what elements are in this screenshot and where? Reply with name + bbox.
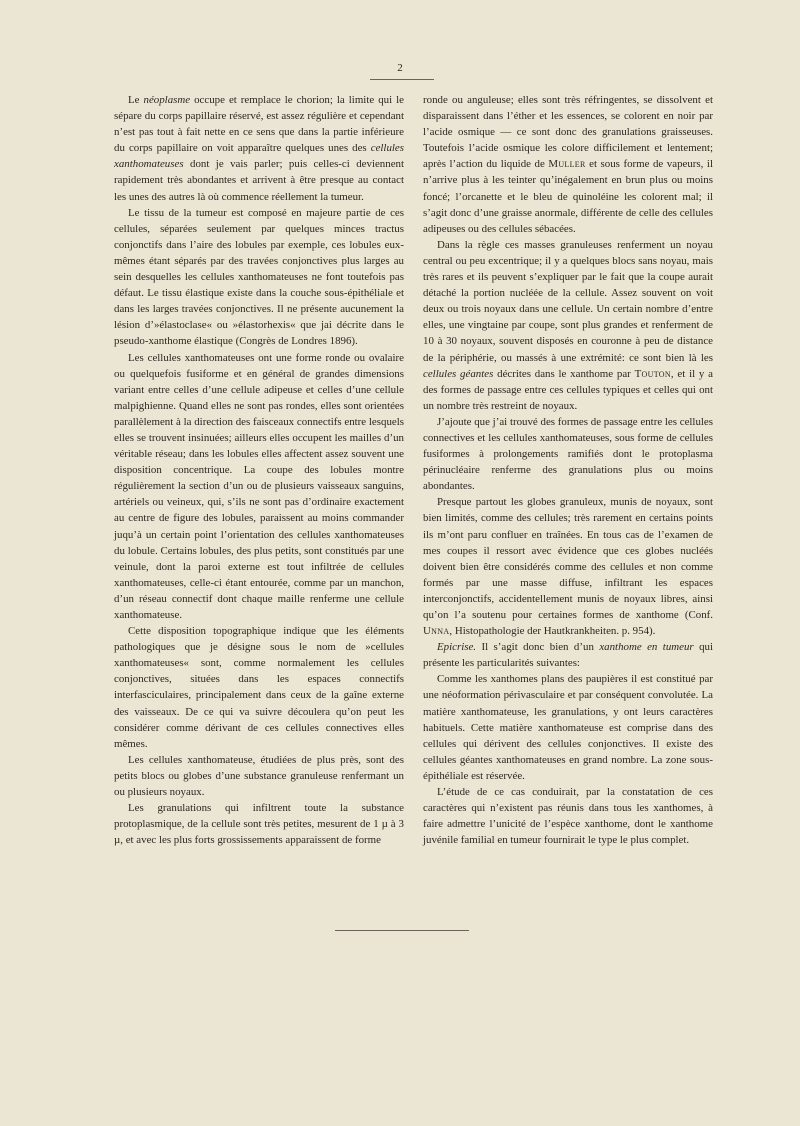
author-name: Unna bbox=[423, 625, 450, 638]
right-paragraph-6: Comme les xanthomes plans des paupières il est constitué par une néoformation périvasculaire et par conséquent convolutée. La matière xanthomateuse, les granulations, y ont leurs caractères habituels. Cette matière xanthomateuse est comprise dans des cellules qui dérivent des cellules conjonctives. Il existe des cellules géantes xanthomateuses en grand nombre. La zone sous-épithéliale est réservée. bbox=[423, 673, 713, 782]
page-number: 2 bbox=[397, 62, 403, 74]
right-paragraph-5 bbox=[423, 639, 713, 671]
text-run: Le bbox=[128, 94, 144, 106]
text-run: Dans la règle ces masses granuleuses renferment un noyau central ou peu excentrique; il y a quelques blocs sans noyau, mais très rares et ils peuvent s’expliquer par le fait que la coupe aurait détaché la portion nucléée de la cellule. Assez souvent on voit deux ou trois noyaux dans une cellule. Un certain nombre d’entre elles, une vingtaine par coupe, sont plus grandes et renferment de 10 à 30 noyaux, souvent disposés en couronne à peu de distance de la périphérie, ou massés à une extrémité: ce sont bien là les bbox=[423, 238, 713, 364]
text-run: occupe et remplace le chorion; la limite qui le sépare du corps papillaire réservé, est assez régulière et cependant n’est pas tout à fait nette en ce sens que dans la partie inférieure du corps papillaire on voit apparaître quelques unes des bbox=[114, 94, 404, 155]
text-run: , Histopathologie der Hautkrankheiten. p. 954). bbox=[449, 625, 656, 638]
italic-term: xanthome en tumeur bbox=[599, 641, 694, 654]
right-paragraph-2 bbox=[423, 237, 713, 414]
left-paragraph-5: Les cellules xanthomateuse, étudiées de plus près, sont des petits blocs ou globes d’une substance granuleuse renfermant un ou plusieurs noyaux. bbox=[114, 753, 404, 799]
left-column bbox=[114, 92, 404, 848]
author-name: Muller bbox=[548, 158, 586, 171]
italic-term: cellules xanthomateuses bbox=[114, 142, 404, 171]
footer-rule bbox=[335, 930, 469, 931]
italic-heading: Epicrise. bbox=[437, 641, 477, 654]
author-name: Touton bbox=[634, 367, 671, 380]
header-rule bbox=[370, 79, 434, 80]
right-column bbox=[423, 92, 713, 848]
text-run: dont je vais parler; puis celles-ci deviennent rapidement très abondantes et arrivent à être presque au contact les unes des autres là où commence réellement la tumeur. bbox=[114, 158, 404, 203]
right-paragraph-4 bbox=[423, 494, 713, 639]
text-run: qui présente les particularités suivantes: bbox=[423, 641, 713, 670]
text-run: , et il y a des formes de passage entre ces cellules typiques et celles qui ont un nombre très restreint de noyaux. bbox=[423, 367, 713, 412]
text-run: et sous forme de vapeurs, il n’arrive plus à les teinter qu’inégalement en brun plus ou moins foncé; l’orcanette et le bleu de quinoléine les colorent mal; il s’agit donc d’une graisse anormale, différente de celle des cellules adipeuses ou des cellules sébacées. bbox=[423, 158, 713, 235]
right-paragraph-7: L’étude de ce cas conduirait, par la constatation de ces caractères qui n’existent pas réunis dans tous les xanthomes, à faire admettre l’unicité de l’espèce xanthome, dont le xanthome juvénile familial en tumeur fournirait le type le plus complet. bbox=[423, 786, 713, 847]
right-paragraph-3: J’ajoute que j’ai trouvé des formes de passage entre les cellules connectives et les cellules xanthomateuses, sous forme de cellules fusiformes à prolongements ramifiés dont le protoplasma périnucléaire renferme des granulations plus ou moins abondantes. bbox=[423, 415, 713, 493]
left-paragraph-3: Les cellules xanthomateuses ont une forme ronde ou ovalaire ou quelquefois fusiforme et en général de grandes dimensions variant entre celles d’une cellule adipeuse et celles d’une cellule malpighienne. Quand elles ne sont pas rondes, elles sont orientées parallèlement à la direction des faisceaux connectifs entre lesquels elles se trouvent insinuées; ailleurs elles occupent les mailles d’un véritable réseau; dans les lobules elles affectent assez souvent une disposition concentrique. La coupe des lobules montre régulièrement la section d’un ou de plusieurs vaisseaux sanguins, artériels ou veineux, qui, s’ils ne sont pas d’ordinaire exactement au centre de figure des lobules, paraissent au moins commander juqu’à un certain point l’orientation des cellules xanthomateuses du lobule. Certains lobules, des plus petits, sont constitués par une veinule, dont la paroi externe est tout infiltrée de cellules xanthomateuses, celle-ci étant entourée, comme par un manchon, d’un réseau connectif dont chaque maille renferme une cellule xanthomateuse. bbox=[114, 351, 404, 621]
text-run: Presque partout les globes granuleux, munis de noyaux, sont bien limités, comme des cellules; très rarement en certains points ils m’ont paru confluer en traînées. En tous cas de l’examen de mes coupes il ressort avec évidence que ces globes nucléés doivent bien être considérés comme des cellules et non comme formés par une masse diffuse, infiltrant les espaces interconjonctifs, accidentellement munis de noyaux libres, ainsi qu’on l’a soutenu pour certaines formes de xanthome (Conf. bbox=[423, 496, 713, 621]
left-paragraph-1 bbox=[114, 92, 404, 205]
text-run: décrites dans le xanthome par bbox=[493, 367, 635, 380]
text-run: Il s’agit donc bien d’un bbox=[476, 641, 600, 654]
left-paragraph-4: Cette disposition topographique indique que les éléments pathologiques que je désigne sous le nom de »cellules xanthomateuses« sont, comme normalement les cellules conjonctives, situées dans les espaces connectifs interfasciculaires, principalement dans ceux de la gaîne externe des vaisseaux. De ce qui va suivre découlera qu’on peut les considérer comme dérivant de ces cellules connectives elles mêmes. bbox=[114, 625, 404, 750]
right-paragraph-1 bbox=[423, 92, 713, 237]
italic-term: néoplasme bbox=[143, 94, 191, 106]
left-paragraph-2: Le tissu de la tumeur est composé en majeure partie de ces cellules, séparées seulement par quelques minces tractus conjonctifs dans l’aire des lobules par exemple, ces lobules eux-mêmes étant séparés par des travées conjonctives plus larges au sein desquelles les cellules xanthomateuses ne font toutefois pas défaut. Le tissu élastique existe dans la couche sous-épithéliale et dans les larges travées conjonctives. Il ne présente aucunement la lésion d’»élastoclase« ou »élastorhexis« que jai décrite dans le pseudo-xanthome élastique (Congrès de Londres 1896). bbox=[114, 206, 404, 348]
italic-term: cellules géantes bbox=[423, 367, 494, 380]
text-run: ronde ou anguleuse; elles sont très réfringentes, se dissolvent et disparaissent dans l’éther et les essences, se colorent en noir par l’acide osmique — ce sont donc des granulations graisseuses. Toutefois l’acide osmique les colore difficilement et lentement; après l’action du liquide de bbox=[423, 94, 713, 171]
left-paragraph-6: Les granulations qui infiltrent toute la substance protoplasmique, de la cellule sont très petites, mesurent de 1 µ à 3 µ, et avec les plus forts grossissements apparaissent de forme bbox=[114, 802, 404, 847]
